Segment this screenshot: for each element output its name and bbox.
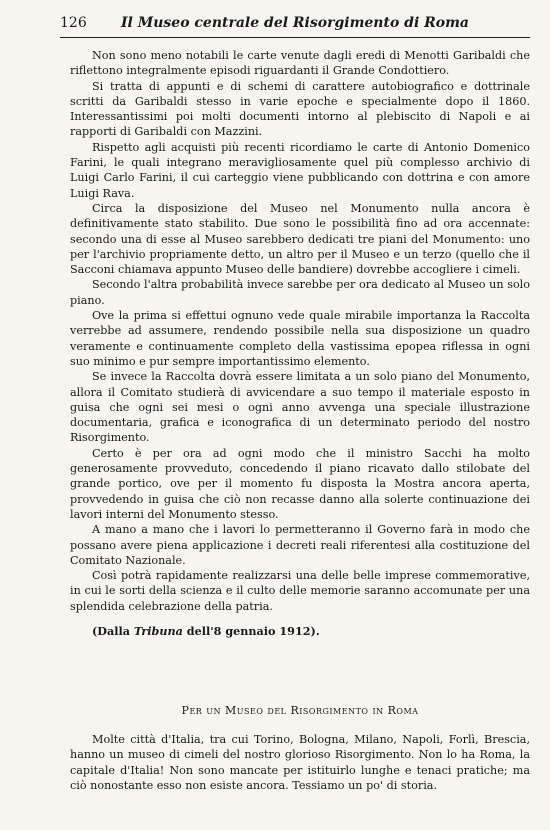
paragraph: Ove la prima si effettui ognuno vede quale mirabile importanza la Raccolta verrebbe ad assumere, rendendo possibile nella sua disposizione un quadro veramente e continuamente completo della vastissima epopea riflessa in ogni suo minimo e pur sempre importantissimo elemento. — [70, 309, 530, 368]
header-rule — [60, 37, 530, 38]
article-body — [70, 48, 530, 639]
section-title: Per un Museo del Risorgimento in Roma — [181, 704, 419, 717]
paragraph: Si tratta di appunti e di schemi di carattere autobiografico e dottrinale scritti da Garibaldi stesso in varie epoche e specialmente dopo il 1860. Interessantissimi poi molti documenti intorno al plebiscito di Napoli e ai rapporti di Garibaldi con Mazzini. — [70, 79, 530, 139]
paragraph: Così potrà rapidamente realizzarsi una delle belle imprese commemorative, in cui le sorti della scienza e il culto delle memorie saranno accomunate per una splendida celebrazione della patria. — [70, 569, 530, 613]
paragraph: Non sono meno notabili le carte venute dagli eredi di Menotti Garibaldi che riflettono integralmente episodi riguardanti il Grande Condottiero. — [70, 49, 530, 78]
paragraph: Rispetto agli acquisti più recenti ricordiamo le carte di Antonio Domenico Farini, le quali integrano meravigliosamente quel più complesso archivio di Luigi Carlo Farini, il cui carteggio viene pubblicando con dottrina e con amore Luigi Rava. — [70, 140, 530, 200]
page-number: 126 — [60, 15, 87, 31]
section-body — [70, 732, 530, 793]
citation-prefix: (Dalla — [92, 623, 134, 638]
citation-suffix: dell'8 gennaio 1912). — [182, 623, 320, 638]
running-title: Il Museo centrale del Risorgimento di Roma — [120, 15, 469, 31]
citation-source: Tribuna — [133, 623, 183, 638]
source-citation — [70, 624, 530, 639]
paragraph: Molte città d'Italia, tra cui Torino, Bologna, Milano, Napoli, Forlì, Brescia, hanno un museo di cimeli del nostro glorioso Risorgimento. Non lo ha Roma, la capitale d'Italia! Non sono mancate per istituirlo lunghe e tenaci pratiche; ma ciò nonostante esso non esiste ancora. Tessiamo un po' di storia. — [70, 733, 530, 792]
paragraph: A mano a mano che i lavori lo permetteranno il Governo farà in modo che possano avere piena applicazione i decreti reali riferentesi alla costituzione del Comitato Nazionale. — [70, 523, 530, 567]
page-header — [60, 12, 530, 34]
paragraph: Certo è per ora ad ogni modo che il ministro Sacchi ha molto generosamente provveduto, concedendo il piano ricavato dallo stilobate del grande portico, ove per il momento fu disposta la Mostra ancora aperta, provvedendo in guisa che ciò non recasse danno alla solerte continuazione dei lavori interni del Monumento stesso. — [70, 446, 530, 521]
paragraph: Secondo l'altra probabilità invece sarebbe per ora dedicato al Museo un solo piano. — [70, 278, 530, 307]
paragraph: Se invece la Raccolta dovrà essere limitata a un solo piano del Monumento, allora il Comitato studierà di avvicendare a suo tempo il materiale esposto in guisa che ogni sei mesi o ogni anno avvenga una speciale illustrazione documentaria, grafica e iconografica di un determinato periodo del nostro Risorgimento. — [70, 370, 530, 445]
paragraph: Circa la disposizione del Museo nel Monumento nulla ancora è definitivamente stato stabilito. Due sono le possibilità fino ad ora accennate: secondo una di esse al Museo sarebbero dedicati tre piani del Monumento: uno per l'archivio propriamente detto, un altro per il Museo e un terzo (quello che il Sacconi chiamava appunto Museo delle bandiere) dovrebbe accogliere i cimeli. — [70, 201, 530, 277]
